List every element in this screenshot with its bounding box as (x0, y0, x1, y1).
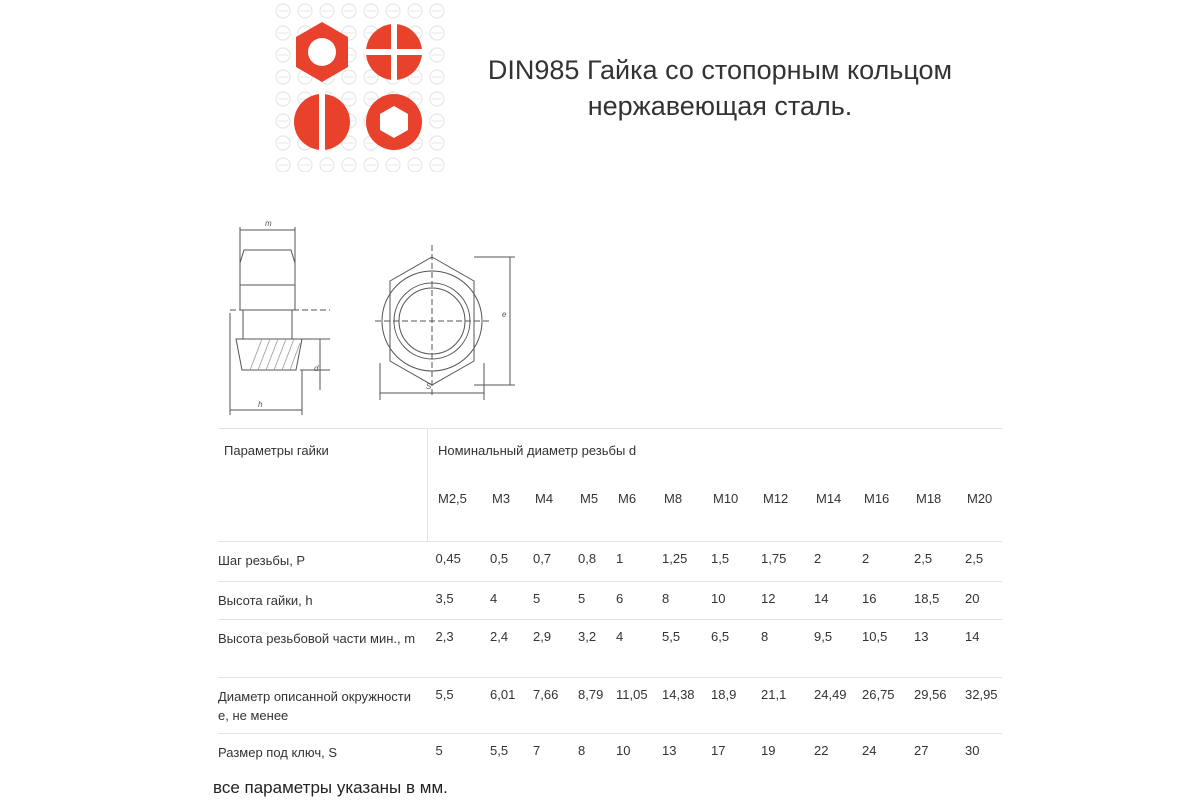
param-header: Параметры гайки (218, 429, 428, 542)
table-cell: 2,5 (906, 542, 957, 582)
product-title (440, 52, 1000, 124)
table-cell: 11,05 (608, 678, 654, 734)
table-cell: 5,5 (654, 620, 703, 678)
dim-s-label: S (426, 382, 432, 391)
table-cell: 2,5 (957, 542, 1002, 582)
table-cell: 24,49 (806, 678, 854, 734)
table-cell: 6,01 (482, 678, 525, 734)
table-cell: 5 (428, 734, 483, 776)
table-cell: 6,5 (703, 620, 753, 678)
table-cell: 4 (608, 620, 654, 678)
title-line-1: DIN985 Гайка со стопорным кольцом (487, 55, 953, 85)
size-header-cell: M10 (713, 491, 739, 506)
table-cell: 30 (957, 734, 1002, 776)
table-cell: 2 (854, 542, 906, 582)
table-cell: 18,5 (906, 582, 957, 620)
table-cell: 10,5 (854, 620, 906, 678)
dim-e-label: e (502, 310, 507, 319)
table-cell: 2 (806, 542, 854, 582)
size-header-cell: M12 (763, 491, 789, 506)
size-header-cell: M16 (864, 491, 890, 506)
table-cell: 27 (906, 734, 957, 776)
dim-h-label: h (258, 400, 263, 409)
row-label: Диаметр описанной окружности е, не менее (218, 678, 428, 734)
table-row (218, 678, 1002, 734)
table-cell: 26,75 (854, 678, 906, 734)
row-label: Размер под ключ, S (218, 734, 428, 776)
table-cell: 7,66 (525, 678, 570, 734)
table-cell: 8 (753, 620, 806, 678)
table-cell: 17 (703, 734, 753, 776)
diameter-header: Номинальный диаметр резьбы d (428, 429, 1003, 480)
size-header-cell: M4 (535, 491, 554, 506)
table-cell: 8 (570, 734, 608, 776)
table-cell: 29,56 (906, 678, 957, 734)
table-cell: 12 (753, 582, 806, 620)
table-cell: 2,3 (428, 620, 483, 678)
table-cell: 2,9 (525, 620, 570, 678)
table-cell: 14 (957, 620, 1002, 678)
table-cell: 1,25 (654, 542, 703, 582)
table-cell: 0,8 (570, 542, 608, 582)
table-cell: 5 (570, 582, 608, 620)
size-header-cell: M5 (580, 491, 599, 506)
table-cell: 9,5 (806, 620, 854, 678)
table-cell: 22 (806, 734, 854, 776)
size-header-cell: M6 (618, 491, 637, 506)
table-cell: 20 (957, 582, 1002, 620)
title-line-2: нержавеющая сталь. (587, 91, 853, 121)
table-cell: 4 (482, 582, 525, 620)
table-cell: 16 (854, 582, 906, 620)
table-cell: 5,5 (482, 734, 525, 776)
size-header-cell: M18 (916, 491, 942, 506)
size-header-cell: M20 (967, 491, 993, 506)
row-label: Шаг резьбы, P (218, 542, 428, 582)
size-header-cell: M14 (816, 491, 842, 506)
row-label: Высота резьбовой части мин., m (218, 620, 428, 678)
table-cell: 8,79 (570, 678, 608, 734)
table-cell: 13 (906, 620, 957, 678)
dim-d-label: d (314, 364, 319, 373)
table-cell: 10 (703, 582, 753, 620)
table-cell: 1,5 (703, 542, 753, 582)
units-note: все параметры указаны в мм. (213, 778, 448, 797)
table-cell: 0,7 (525, 542, 570, 582)
table-cell: 21,1 (753, 678, 806, 734)
row-label: Высота гайки, h (218, 582, 428, 620)
table-cell: 14,38 (654, 678, 703, 734)
table-cell: 1,75 (753, 542, 806, 582)
spec-table (218, 428, 1002, 776)
table-cell: 5,5 (428, 678, 483, 734)
nuts-logo-icon (272, 0, 450, 172)
size-header-cell: M3 (492, 491, 511, 506)
size-header-cell: M8 (664, 491, 683, 506)
table-cell: 24 (854, 734, 906, 776)
table-row (218, 734, 1002, 776)
table-header-row (218, 429, 1002, 480)
table-cell: 0,45 (428, 542, 483, 582)
table-cell: 32,95 (957, 678, 1002, 734)
dim-m-label: m (265, 219, 272, 228)
nut-technical-drawing (210, 205, 540, 425)
table-cell: 7 (525, 734, 570, 776)
table-cell: 10 (608, 734, 654, 776)
table-cell: 5 (525, 582, 570, 620)
table-cell: 8 (654, 582, 703, 620)
table-cell: 3,5 (428, 582, 483, 620)
size-header-cell: M2,5 (428, 479, 483, 542)
table-cell: 0,5 (482, 542, 525, 582)
table-cell: 3,2 (570, 620, 608, 678)
table-row (218, 582, 1002, 620)
table-row (218, 620, 1002, 678)
table-cell: 19 (753, 734, 806, 776)
table-cell: 18,9 (703, 678, 753, 734)
table-cell: 1 (608, 542, 654, 582)
table-cell: 14 (806, 582, 854, 620)
table-row (218, 542, 1002, 582)
table-cell: 2,4 (482, 620, 525, 678)
table-cell: 13 (654, 734, 703, 776)
table-cell: 6 (608, 582, 654, 620)
